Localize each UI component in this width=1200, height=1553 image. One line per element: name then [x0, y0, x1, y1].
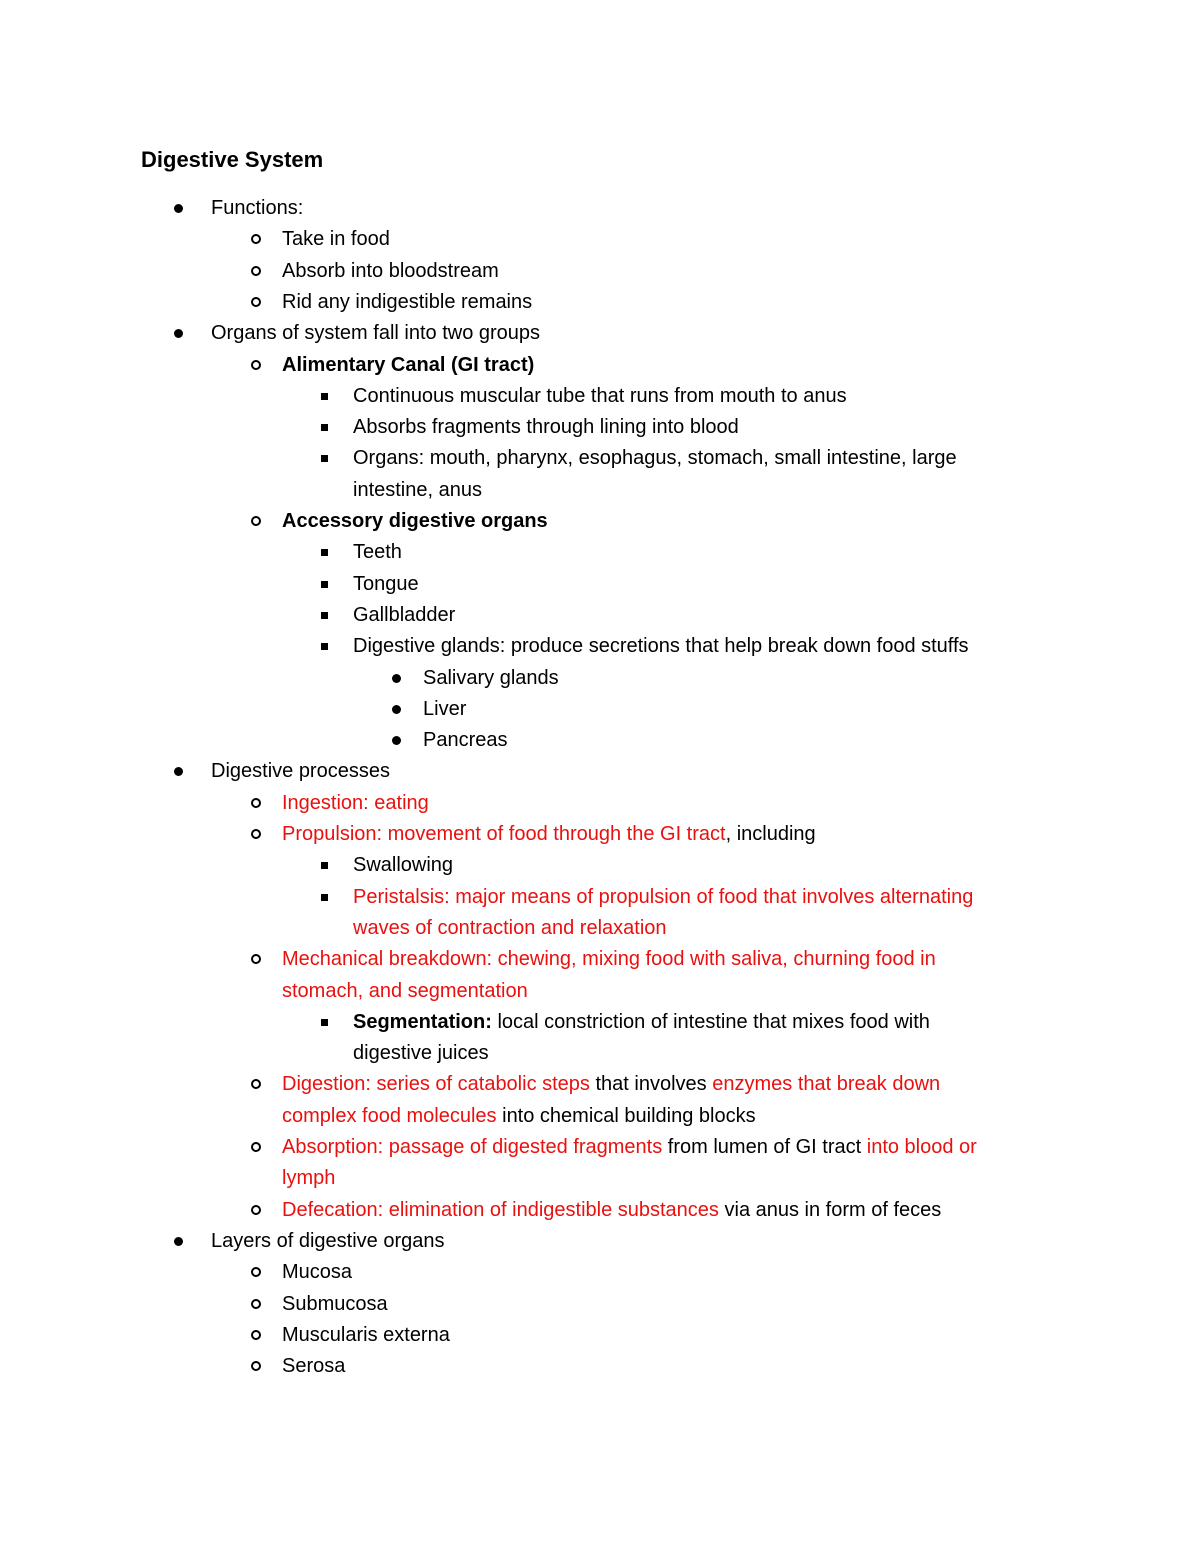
- list-item-text: Gallbladder: [353, 604, 456, 626]
- bullet-disc-icon: [174, 767, 183, 776]
- bullet-disc-icon: [174, 329, 183, 338]
- list-item: [353, 915, 667, 941]
- list-item-text: Pancreas: [423, 729, 508, 751]
- list-item: [282, 1134, 977, 1160]
- list-item: [282, 1353, 345, 1379]
- bullet-circle-icon: [251, 360, 261, 370]
- list-item-text: Mechanical breakdown: chewing, mixing food with saliva, churning food in: [282, 948, 936, 970]
- list-item: [282, 821, 816, 847]
- bullet-square-icon: [321, 894, 328, 901]
- bullet-square-icon: [321, 424, 328, 431]
- list-item-text: Accessory digestive organs: [282, 510, 548, 532]
- list-item: [211, 1228, 444, 1254]
- bullet-square-icon: [321, 643, 328, 650]
- list-item: [423, 696, 466, 722]
- list-item-text: Ingestion: eating: [282, 792, 429, 814]
- list-item: [282, 1291, 388, 1317]
- list-item-text: Submucosa: [282, 1293, 388, 1315]
- list-item-text: via anus in form of feces: [718, 1199, 942, 1221]
- list-item-text: Alimentary Canal (GI tract): [282, 354, 535, 376]
- list-item: [353, 852, 453, 878]
- list-item-text: Functions:: [211, 197, 304, 219]
- bullet-circle-icon: [251, 829, 261, 839]
- list-item-text: complex food molecules: [282, 1105, 497, 1127]
- list-item-text: enzymes that break down: [712, 1073, 941, 1095]
- bullet-circle-icon: [251, 516, 261, 526]
- list-item: [211, 195, 303, 221]
- list-item: [282, 258, 499, 284]
- list-item-text: that involves: [589, 1073, 713, 1095]
- list-item: [282, 790, 429, 816]
- list-item-text: waves of contraction and relaxation: [353, 917, 667, 939]
- list-item-text: Segmentation:: [353, 1011, 492, 1033]
- list-item: [353, 414, 739, 440]
- list-item-text: digestive juices: [353, 1042, 489, 1064]
- list-item-text: Rid any indigestible remains: [282, 291, 533, 313]
- bullet-circle-icon: [251, 266, 261, 276]
- bullet-circle-icon: [251, 1205, 261, 1215]
- list-item-text: Tongue: [353, 573, 419, 595]
- bullet-disc-icon: [392, 705, 401, 714]
- list-item-text: stomach, and segmentation: [282, 980, 528, 1002]
- list-item-text: Organs: mouth, pharynx, esophagus, stomach, small intestine, large: [353, 447, 957, 469]
- list-item: [353, 602, 455, 628]
- bullet-square-icon: [321, 612, 328, 619]
- list-item: [353, 633, 969, 659]
- list-item-text: Absorb into bloodstream: [282, 260, 499, 282]
- bullet-square-icon: [321, 581, 328, 588]
- list-item: [282, 1259, 352, 1285]
- bullet-square-icon: [321, 549, 328, 556]
- bullet-circle-icon: [251, 1299, 261, 1309]
- list-item-text: lymph: [282, 1167, 336, 1189]
- bullet-square-icon: [321, 1019, 328, 1026]
- bullet-disc-icon: [174, 204, 183, 213]
- list-item: [282, 1071, 940, 1097]
- list-item: [353, 571, 419, 597]
- list-item-text: local constriction of intestine that mixes food with: [491, 1011, 930, 1033]
- bullet-circle-icon: [251, 954, 261, 964]
- bullet-disc-icon: [174, 1237, 183, 1246]
- list-item-text: Peristalsis: major means of propulsion of food that involves alternating: [353, 886, 974, 908]
- list-item-text: from lumen of GI tract: [662, 1136, 867, 1158]
- bullet-circle-icon: [251, 1361, 261, 1371]
- list-item: [423, 727, 508, 753]
- list-item-text: Muscularis externa: [282, 1324, 450, 1346]
- list-item: [423, 665, 559, 691]
- list-item: [211, 320, 540, 346]
- bullet-circle-icon: [251, 1330, 261, 1340]
- bullet-circle-icon: [251, 1079, 261, 1089]
- list-item-text: Salivary glands: [423, 667, 559, 689]
- list-item: [211, 758, 390, 784]
- bullet-circle-icon: [251, 234, 261, 244]
- list-item-text: Absorption: passage of digested fragments: [282, 1136, 663, 1158]
- bullet-disc-icon: [392, 674, 401, 683]
- list-item-text: Digestion: series of catabolic steps: [282, 1073, 590, 1095]
- bullet-circle-icon: [251, 1142, 261, 1152]
- bullet-square-icon: [321, 393, 328, 400]
- bullet-circle-icon: [251, 1267, 261, 1277]
- list-item: [353, 1040, 489, 1066]
- list-item: [282, 946, 936, 972]
- list-item: [353, 477, 482, 503]
- list-item-text: Liver: [423, 698, 467, 720]
- list-item-text: Swallowing: [353, 854, 454, 876]
- list-item: [282, 289, 532, 315]
- list-item-text: Propulsion: movement of food through the GI tract: [282, 823, 726, 845]
- list-item-text: Take in food: [282, 228, 390, 250]
- list-item: [282, 352, 534, 378]
- list-item-text: Mucosa: [282, 1261, 353, 1283]
- bullet-square-icon: [321, 862, 328, 869]
- list-item-text: Continuous muscular tube that runs from mouth to anus: [353, 385, 847, 407]
- list-item: [353, 539, 402, 565]
- list-item: [353, 445, 957, 471]
- list-item-text: Digestive processes: [211, 760, 390, 782]
- list-item: [353, 1009, 930, 1035]
- list-item: [353, 884, 973, 910]
- bullet-circle-icon: [251, 798, 261, 808]
- list-item-text: into blood or: [866, 1136, 977, 1158]
- list-item-text: Digestive glands: produce secretions that help break down food stuffs: [353, 635, 969, 657]
- bullet-disc-icon: [392, 736, 401, 745]
- list-item: [282, 226, 390, 252]
- list-item-text: Layers of digestive organs: [211, 1230, 445, 1252]
- bullet-circle-icon: [251, 297, 261, 307]
- list-item-text: Teeth: [353, 541, 402, 563]
- list-item: [282, 1165, 335, 1191]
- bullet-square-icon: [321, 455, 328, 462]
- list-item-text: Absorbs fragments through lining into blood: [353, 416, 739, 438]
- list-item-text: Defecation: elimination of indigestible substances: [282, 1199, 719, 1221]
- list-item-text: , including: [725, 823, 816, 845]
- list-item: [282, 1197, 941, 1223]
- list-item: [282, 1103, 756, 1129]
- page-title: Digestive System: [141, 147, 324, 172]
- list-item: [353, 383, 847, 409]
- list-item: [282, 508, 548, 534]
- list-item-text: Serosa: [282, 1355, 346, 1377]
- list-item: [282, 978, 528, 1004]
- list-item-text: Organs of system fall into two groups: [211, 322, 541, 344]
- list-item-text: into chemical building blocks: [496, 1105, 756, 1127]
- list-item: [282, 1322, 450, 1348]
- list-item-text: intestine, anus: [353, 479, 482, 501]
